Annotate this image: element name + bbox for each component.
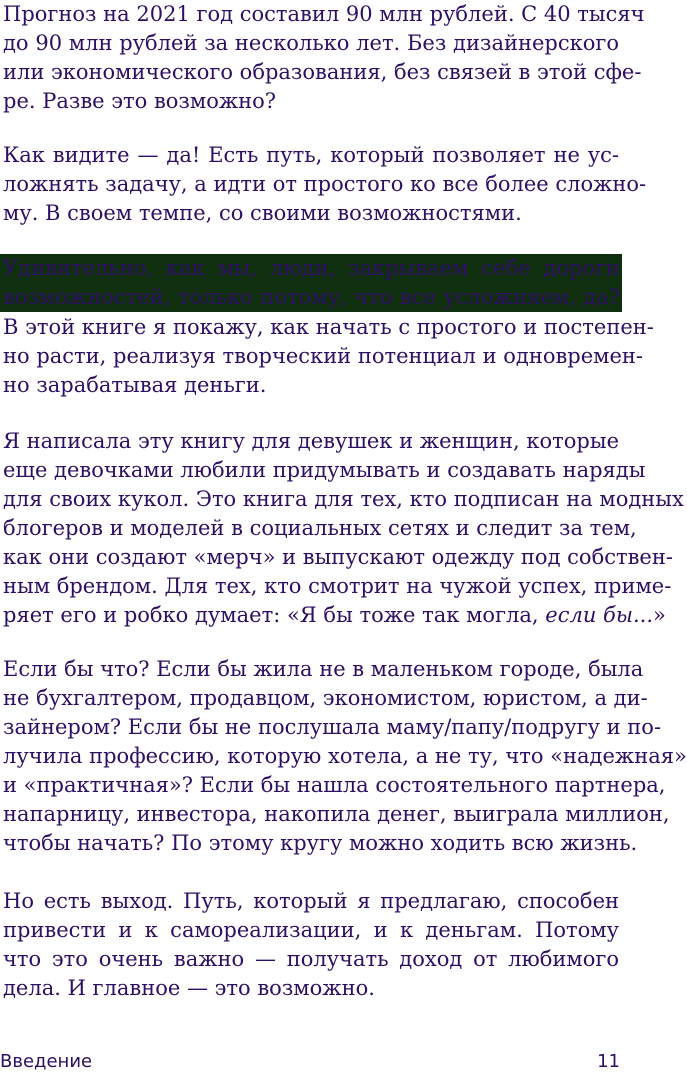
paragraph-4 (3, 427, 684, 630)
paragraph-3 (3, 313, 654, 400)
text-line: напарницу, инвестора, накопила денег, выиграла миллион, (3, 802, 670, 826)
text-line: привести и к самореализации, и к деньгам. Потому (3, 918, 619, 942)
page-number: 11 (597, 1051, 620, 1072)
text-line: Прогноз на 2021 год составил 90 млн рублей. С 40 тысяч (3, 2, 645, 26)
text-line: или экономического образования, без связей в этой сфе- (3, 60, 642, 84)
text-line: как они создают «мерч» и выпускают одежду под собствен- (3, 545, 673, 569)
text-line: ре. Разве это возможно? (3, 89, 277, 113)
section-title: Введение (0, 1051, 93, 1072)
text-line: В этой книге я покажу, как начать с простого и постепен- (3, 315, 654, 339)
text-line: что это очень важно — получать доход от любимого (3, 947, 619, 971)
text-fragment: ряет его и робко думает: «Я бы тоже так могла, (3, 603, 546, 627)
text-line: и «практичная»? Если бы нашла состоятельного партнера, (3, 773, 666, 797)
page-footer (0, 1050, 622, 1074)
text-line: блогеров и моделей в социальных сетях и следит за тем, (3, 516, 637, 540)
text-line: дела. И главное — это возможно. (3, 976, 375, 1000)
text-line: но расти, реализуя творческий потенциал и одновремен- (3, 344, 644, 368)
highlighted-paragraph (0, 254, 622, 312)
text-line: му. В своем темпе, со своими возможностями. (3, 201, 522, 225)
text-line: лучила профессию, которую хотела, а не ту, что «надежная» (3, 744, 687, 768)
paragraph-6 (3, 887, 619, 1003)
text-line: но зарабатывая деньги. (3, 373, 267, 397)
text-line: зайнером? Если бы не послушала маму/папу/подругу и по- (3, 715, 662, 739)
paragraph-1 (3, 0, 645, 116)
text-line: Если бы что? Если бы жила не в маленьком городе, была (3, 657, 644, 681)
text-line: Как видите — да! Есть путь, который позволяет не ус- (3, 143, 619, 167)
paragraph-2 (3, 141, 647, 228)
text-line: Я написала эту книгу для девушек и женщин, которые (3, 429, 619, 453)
text-line: для своих кукол. Это книга для тех, кто подписан на модных (3, 487, 684, 511)
text-line: еще девочками любили придумывать и создавать наряды (3, 458, 646, 482)
text-line (3, 601, 666, 630)
text-line: ным брендом. Для тех, кто смотрит на чужой успех, приме- (3, 574, 672, 598)
text-line: не бухгалтером, продавцом, экономистом, юристом, а ди- (3, 686, 648, 710)
text-line: возможностей, только потому, что все усложняем, да? (3, 285, 620, 309)
text-line: до 90 млн рублей за несколько лет. Без дизайнерского (3, 31, 619, 55)
text-line: Удивительно, как мы, люди, закрываем себе дороги (3, 256, 620, 280)
text-fragment: » (653, 603, 666, 627)
text-line: чтобы начать? По этому кругу можно ходить всю жизнь. (3, 831, 638, 855)
italic-text: если бы... (545, 603, 653, 627)
text-line: Но есть выход. Путь, который я предлагаю, способен (3, 889, 619, 913)
paragraph-5 (3, 655, 687, 858)
text-line: ложнять задачу, а идти от простого ко все более сложно- (3, 172, 647, 196)
